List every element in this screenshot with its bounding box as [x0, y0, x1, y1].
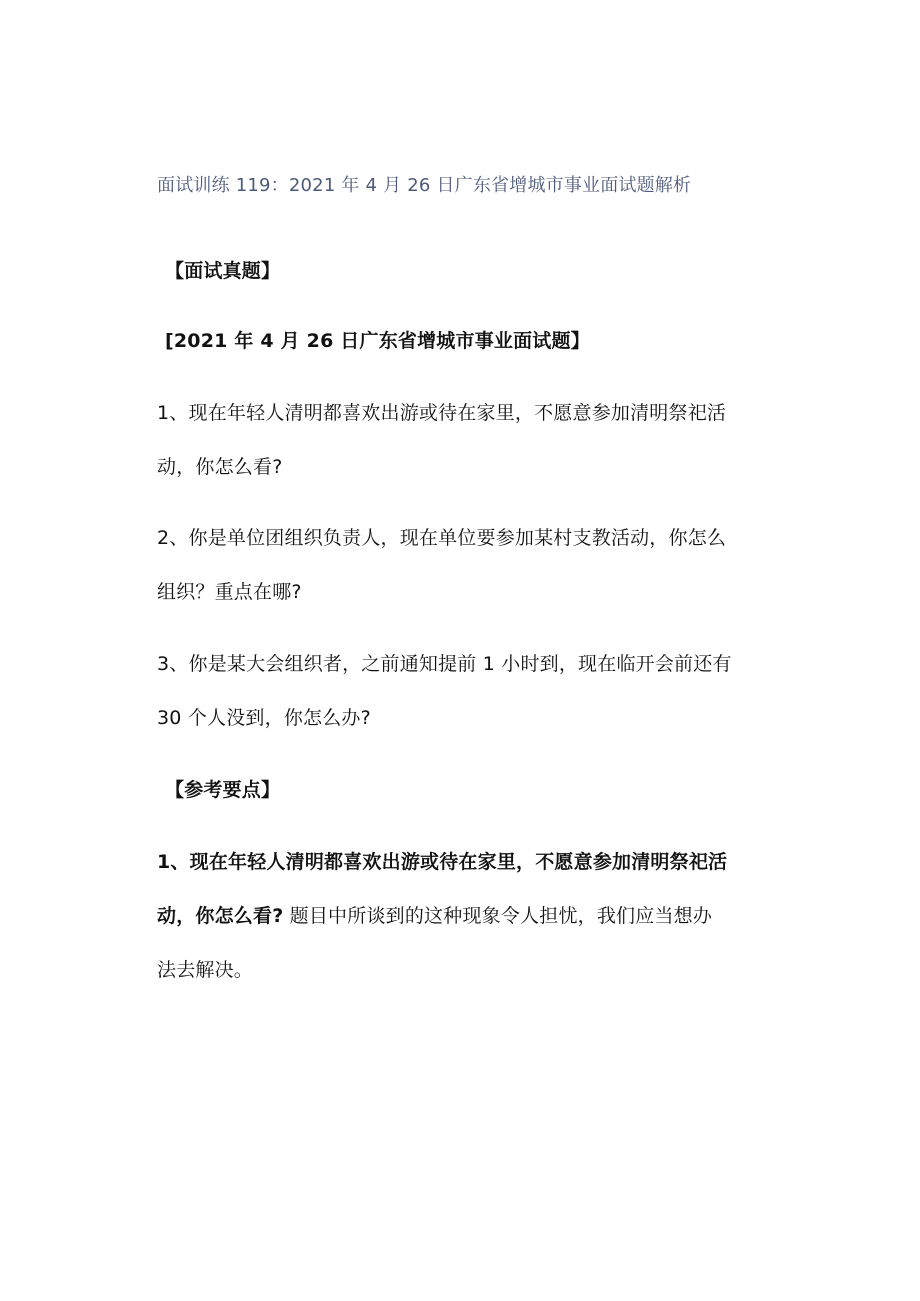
- question-1-line-2: 动，你怎么看?: [157, 456, 283, 478]
- answer-1-line-3: 法去解决。: [157, 959, 254, 981]
- answer-1-line-1: 1、现在年轻人清明都喜欢出游或待在家里，不愿意参加清明祭祀活: [157, 851, 728, 873]
- question-2-line-1: 2、你是单位团组织负责人，现在单位要参加某村支教活动，你怎么: [157, 527, 727, 549]
- section-heading-questions: 【面试真题】: [165, 260, 281, 282]
- document-title: 面试训练 119：2021 年 4 月 26 日广东省增城市事业面试题解析: [157, 175, 692, 196]
- question-1-line-1: 1、现在年轻人清明都喜欢出游或待在家里，不愿意参加清明祭祀活: [157, 402, 727, 424]
- answer-1-question-end: 动，你怎么看?: [157, 905, 284, 927]
- exam-subheading: [2021 年 4 月 26 日广东省增城市事业面试题】: [165, 330, 590, 352]
- section-heading-reference-points: 【参考要点】: [165, 779, 281, 801]
- question-3-line-1: 3、你是某大会组织者，之前通知提前 1 小时到，现在临开会前还有: [157, 653, 732, 675]
- answer-1-line-2: [157, 902, 712, 930]
- answer-1-text-start: 题目中所谈到的这种现象令人担忧，我们应当想办: [283, 905, 713, 927]
- question-3-line-2: 30 个人没到，你怎么办?: [157, 707, 371, 729]
- question-2-line-2: 组织？重点在哪?: [157, 581, 302, 603]
